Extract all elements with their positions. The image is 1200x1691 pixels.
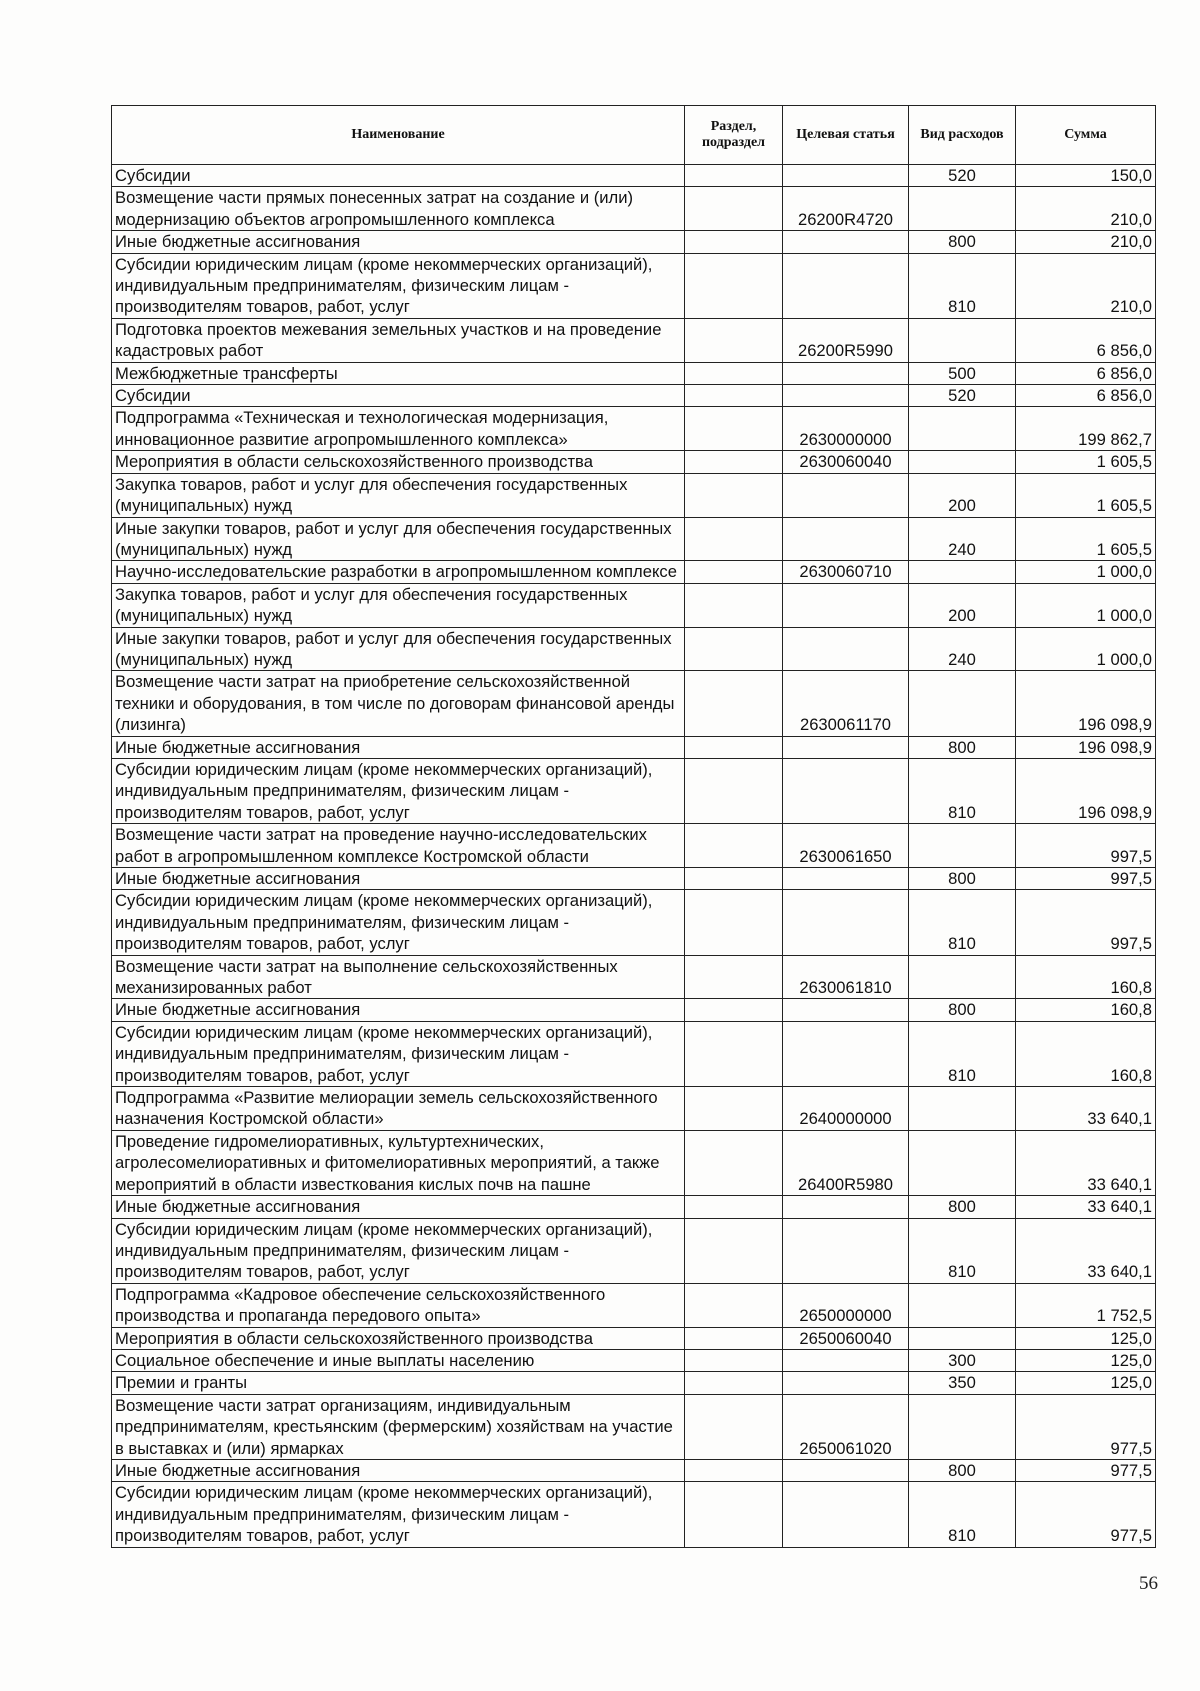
cell-kind (909, 187, 1016, 231)
cell-section (685, 385, 783, 407)
cell-sum: 1 605,5 (1016, 473, 1156, 517)
cell-section (685, 451, 783, 473)
table-body (112, 165, 1156, 1548)
cell-section (685, 1087, 783, 1131)
cell-section (685, 868, 783, 890)
table-row (112, 1283, 1156, 1327)
cell-kind: 800 (909, 999, 1016, 1021)
table-row (112, 561, 1156, 583)
table-row (112, 736, 1156, 758)
cell-target (783, 1349, 909, 1371)
cell-target: 2630061650 (783, 824, 909, 868)
table-row (112, 1394, 1156, 1459)
cell-kind (909, 1327, 1016, 1349)
cell-name: Закупка товаров, работ и услуг для обеспечения государственных (муниципальных) нужд (112, 583, 685, 627)
cell-sum: 196 098,9 (1016, 758, 1156, 823)
cell-name: Возмещение части затрат организациям, индивидуальным предпринимателям, крестьянским (фермерским) хозяйствам на участие в выставках и (или) ярмарках (112, 1394, 685, 1459)
header-target: Целевая статья (783, 106, 909, 165)
cell-name: Субсидии (112, 165, 685, 187)
cell-section (685, 1482, 783, 1547)
cell-sum: 6 856,0 (1016, 385, 1156, 407)
cell-kind: 520 (909, 165, 1016, 187)
table-row (112, 1218, 1156, 1283)
cell-sum: 196 098,9 (1016, 671, 1156, 736)
cell-name: Подпрограмма «Кадровое обеспечение сельскохозяйственного производства и пропаганда передового опыта» (112, 1283, 685, 1327)
cell-section (685, 1327, 783, 1349)
cell-target: 2650060040 (783, 1327, 909, 1349)
cell-kind (909, 824, 1016, 868)
cell-kind (909, 1130, 1016, 1195)
cell-target: 2630061170 (783, 671, 909, 736)
cell-target (783, 736, 909, 758)
cell-target: 2630060710 (783, 561, 909, 583)
table-row (112, 583, 1156, 627)
cell-target: 2650000000 (783, 1283, 909, 1327)
cell-section (685, 473, 783, 517)
cell-kind: 520 (909, 385, 1016, 407)
header-sum: Сумма (1016, 106, 1156, 165)
cell-name: Субсидии юридическим лицам (кроме некоммерческих организаций), индивидуальным предпринимателям, физическим лицам - производителям товаров, работ, услуг (112, 890, 685, 955)
cell-name: Подпрограмма «Развитие мелиорации земель сельскохозяйственного назначения Костромской области» (112, 1087, 685, 1131)
cell-kind (909, 1087, 1016, 1131)
cell-target: 26200R5990 (783, 318, 909, 362)
table-row (112, 1196, 1156, 1218)
cell-name: Иные закупки товаров, работ и услуг для обеспечения государственных (муниципальных) нужд (112, 627, 685, 671)
cell-target (783, 627, 909, 671)
cell-target (783, 517, 909, 561)
table-row (112, 407, 1156, 451)
cell-section (685, 1130, 783, 1195)
table-row (112, 955, 1156, 999)
cell-sum: 210,0 (1016, 187, 1156, 231)
cell-section (685, 890, 783, 955)
cell-section (685, 1196, 783, 1218)
cell-sum: 6 856,0 (1016, 362, 1156, 384)
cell-section (685, 671, 783, 736)
cell-sum: 33 640,1 (1016, 1196, 1156, 1218)
table-row (112, 1087, 1156, 1131)
cell-target: 2630000000 (783, 407, 909, 451)
cell-name: Мероприятия в области сельскохозяйственного производства (112, 1327, 685, 1349)
table-row (112, 165, 1156, 187)
cell-sum: 125,0 (1016, 1327, 1156, 1349)
table-row (112, 473, 1156, 517)
cell-sum: 33 640,1 (1016, 1130, 1156, 1195)
cell-name: Возмещение части затрат на проведение научно-исследовательских работ в агропромышленном комплексе Костромской области (112, 824, 685, 868)
cell-kind: 500 (909, 362, 1016, 384)
cell-target (783, 1021, 909, 1086)
cell-sum: 150,0 (1016, 165, 1156, 187)
cell-kind: 800 (909, 1459, 1016, 1481)
cell-section (685, 583, 783, 627)
cell-target: 2650061020 (783, 1394, 909, 1459)
cell-kind (909, 955, 1016, 999)
table-row (112, 318, 1156, 362)
cell-kind (909, 1394, 1016, 1459)
cell-sum: 977,5 (1016, 1394, 1156, 1459)
cell-kind: 800 (909, 868, 1016, 890)
cell-target: 26400R5980 (783, 1130, 909, 1195)
cell-target (783, 1196, 909, 1218)
cell-kind: 200 (909, 583, 1016, 627)
header-section: Раздел, подраздел (685, 106, 783, 165)
table-row (112, 187, 1156, 231)
cell-name: Субсидии юридическим лицам (кроме некоммерческих организаций), индивидуальным предпринимателям, физическим лицам - производителям товаров, работ, услуг (112, 1218, 685, 1283)
cell-section (685, 407, 783, 451)
table-row (112, 517, 1156, 561)
table-row (112, 758, 1156, 823)
cell-sum: 6 856,0 (1016, 318, 1156, 362)
cell-name: Субсидии юридическим лицам (кроме некоммерческих организаций), индивидуальным предпринимателям, физическим лицам - производителям товаров, работ, услуг (112, 1021, 685, 1086)
cell-name: Иные закупки товаров, работ и услуг для обеспечения государственных (муниципальных) нужд (112, 517, 685, 561)
cell-kind: 800 (909, 231, 1016, 253)
cell-name: Подготовка проектов межевания земельных участков и на проведение кадастровых работ (112, 318, 685, 362)
cell-target (783, 583, 909, 627)
cell-kind: 240 (909, 517, 1016, 561)
cell-section (685, 1394, 783, 1459)
cell-sum: 977,5 (1016, 1482, 1156, 1547)
cell-sum: 1 605,5 (1016, 451, 1156, 473)
table-row (112, 253, 1156, 318)
cell-sum: 33 640,1 (1016, 1087, 1156, 1131)
cell-target (783, 473, 909, 517)
cell-name: Подпрограмма «Техническая и технологическая модернизация, инновационное развитие агропромышленного комплекса» (112, 407, 685, 451)
cell-section (685, 1283, 783, 1327)
cell-name: Возмещение части прямых понесенных затрат на создание и (или) модернизацию объектов агропромышленного комплекса (112, 187, 685, 231)
table-row (112, 999, 1156, 1021)
cell-target (783, 1459, 909, 1481)
cell-sum: 125,0 (1016, 1372, 1156, 1394)
cell-name: Иные бюджетные ассигнования (112, 736, 685, 758)
table-row (112, 1372, 1156, 1394)
cell-name: Проведение гидромелиоративных, культуртехнических, агролесомелиоративных и фитомелиоративных мероприятий, а также мероприятий в области известкования кислых почв на пашне (112, 1130, 685, 1195)
cell-sum: 160,8 (1016, 955, 1156, 999)
table-row (112, 627, 1156, 671)
cell-kind (909, 671, 1016, 736)
cell-sum: 160,8 (1016, 1021, 1156, 1086)
cell-section (685, 362, 783, 384)
cell-sum: 210,0 (1016, 253, 1156, 318)
table-row (112, 824, 1156, 868)
table-row (112, 1349, 1156, 1371)
table-row (112, 671, 1156, 736)
table-row (112, 451, 1156, 473)
table-header-row (112, 106, 1156, 165)
cell-target (783, 1482, 909, 1547)
cell-target (783, 231, 909, 253)
cell-sum: 210,0 (1016, 231, 1156, 253)
cell-name: Иные бюджетные ассигнования (112, 1459, 685, 1481)
table-row (112, 1021, 1156, 1086)
cell-sum: 1 000,0 (1016, 583, 1156, 627)
cell-section (685, 736, 783, 758)
cell-kind (909, 1283, 1016, 1327)
cell-section (685, 517, 783, 561)
cell-section (685, 253, 783, 318)
cell-kind: 810 (909, 890, 1016, 955)
cell-target: 2630061810 (783, 955, 909, 999)
cell-name: Субсидии юридическим лицам (кроме некоммерческих организаций), индивидуальным предпринимателям, физическим лицам - производителям товаров, работ, услуг (112, 758, 685, 823)
cell-sum: 160,8 (1016, 999, 1156, 1021)
cell-section (685, 758, 783, 823)
table-row (112, 231, 1156, 253)
cell-target: 2630060040 (783, 451, 909, 473)
table-row (112, 868, 1156, 890)
cell-kind: 800 (909, 736, 1016, 758)
cell-name: Иные бюджетные ассигнования (112, 231, 685, 253)
cell-sum: 33 640,1 (1016, 1218, 1156, 1283)
cell-name: Иные бюджетные ассигнования (112, 1196, 685, 1218)
cell-target: 2640000000 (783, 1087, 909, 1131)
cell-kind: 810 (909, 1218, 1016, 1283)
cell-kind: 810 (909, 1021, 1016, 1086)
cell-section (685, 561, 783, 583)
cell-name: Иные бюджетные ассигнования (112, 999, 685, 1021)
cell-kind (909, 561, 1016, 583)
cell-section (685, 318, 783, 362)
cell-section (685, 165, 783, 187)
cell-target (783, 165, 909, 187)
cell-name: Субсидии юридическим лицам (кроме некоммерческих организаций), индивидуальным предпринимателям, физическим лицам - производителям товаров, работ, услуг (112, 1482, 685, 1547)
cell-target (783, 890, 909, 955)
cell-name: Мероприятия в области сельскохозяйственного производства (112, 451, 685, 473)
cell-target (783, 868, 909, 890)
cell-target (783, 385, 909, 407)
cell-kind: 350 (909, 1372, 1016, 1394)
cell-sum: 1 605,5 (1016, 517, 1156, 561)
cell-name: Иные бюджетные ассигнования (112, 868, 685, 890)
cell-name: Научно-исследовательские разработки в агропромышленном комплексе (112, 561, 685, 583)
cell-sum: 125,0 (1016, 1349, 1156, 1371)
cell-kind (909, 407, 1016, 451)
cell-name: Межбюджетные трансферты (112, 362, 685, 384)
cell-kind: 810 (909, 758, 1016, 823)
cell-kind: 240 (909, 627, 1016, 671)
table-row (112, 890, 1156, 955)
cell-section (685, 1459, 783, 1481)
cell-name: Субсидии (112, 385, 685, 407)
cell-target (783, 999, 909, 1021)
cell-sum: 196 098,9 (1016, 736, 1156, 758)
table-row (112, 1459, 1156, 1481)
cell-section (685, 187, 783, 231)
cell-kind (909, 451, 1016, 473)
cell-kind: 200 (909, 473, 1016, 517)
cell-name: Субсидии юридическим лицам (кроме некоммерческих организаций), индивидуальным предпринимателям, физическим лицам - производителям товаров, работ, услуг (112, 253, 685, 318)
page-number: 56 (1139, 1573, 1158, 1594)
cell-sum: 1 000,0 (1016, 561, 1156, 583)
budget-table (111, 105, 1156, 1548)
cell-sum: 199 862,7 (1016, 407, 1156, 451)
cell-section (685, 1372, 783, 1394)
table-row (112, 1327, 1156, 1349)
cell-kind (909, 318, 1016, 362)
cell-name: Закупка товаров, работ и услуг для обеспечения государственных (муниципальных) нужд (112, 473, 685, 517)
cell-sum: 997,5 (1016, 824, 1156, 868)
cell-section (685, 955, 783, 999)
cell-target (783, 362, 909, 384)
cell-kind: 800 (909, 1196, 1016, 1218)
cell-kind: 810 (909, 1482, 1016, 1547)
header-kind: Вид расходов (909, 106, 1016, 165)
cell-target (783, 253, 909, 318)
cell-name: Возмещение части затрат на выполнение сельскохозяйственных механизированных работ (112, 955, 685, 999)
table-row (112, 1130, 1156, 1195)
cell-kind: 810 (909, 253, 1016, 318)
cell-section (685, 1021, 783, 1086)
table-row (112, 385, 1156, 407)
cell-name: Социальное обеспечение и иные выплаты населению (112, 1349, 685, 1371)
cell-target (783, 1218, 909, 1283)
cell-target (783, 758, 909, 823)
cell-sum: 997,5 (1016, 890, 1156, 955)
cell-section (685, 999, 783, 1021)
cell-sum: 977,5 (1016, 1459, 1156, 1481)
cell-section (685, 1218, 783, 1283)
table-row (112, 362, 1156, 384)
cell-kind: 300 (909, 1349, 1016, 1371)
cell-section (685, 231, 783, 253)
cell-sum: 997,5 (1016, 868, 1156, 890)
table-row (112, 1482, 1156, 1547)
cell-section (685, 824, 783, 868)
cell-name: Премии и гранты (112, 1372, 685, 1394)
cell-section (685, 1349, 783, 1371)
cell-sum: 1 752,5 (1016, 1283, 1156, 1327)
cell-name: Возмещение части затрат на приобретение сельскохозяйственной техники и оборудования, в том числе по договорам финансовой аренды (лизинга) (112, 671, 685, 736)
cell-sum: 1 000,0 (1016, 627, 1156, 671)
header-name: Наименование (112, 106, 685, 165)
cell-target (783, 1372, 909, 1394)
cell-section (685, 627, 783, 671)
cell-target: 26200R4720 (783, 187, 909, 231)
